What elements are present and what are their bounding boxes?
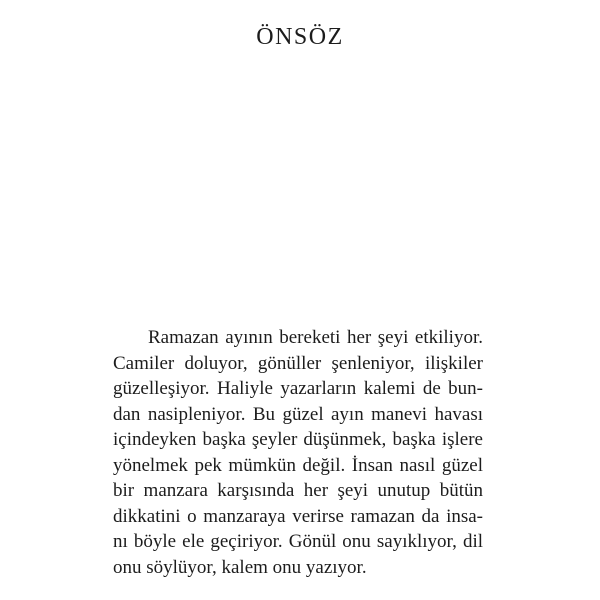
paragraph-line-9: nı böyle ele geçiriyor. Gönül onu sayıklıyor, dil [113,531,483,552]
paragraph-line-10: onu söylüyor, kalem onu yazıyor. [113,556,367,578]
paragraph-line-1: Ramazan ayının bereketi her şeyi etkiliyor. [148,327,483,348]
paragraph-line-4: dan nasipleniyor. Bu güzel ayın manevi havası [113,403,483,425]
chapter-title: ÖNSÖZ [256,24,344,50]
paragraph-line-5: içindeyken başka şeyler düşünmek, başka işlere [113,429,483,450]
paragraph-line-6: yönelmek pek mümkün değil. İnsan nasıl güzel [113,454,483,476]
paragraph-line-8: dikkatini o manzaraya verirse ramazan da insa- [113,505,483,527]
paragraph-line-2: Camiler doluyor, gönüller şenleniyor, ilişkiler [113,352,483,374]
preface-paragraph [113,325,483,580]
paragraph-line-3: güzelleşiyor. Haliyle yazarların kalemi de bun- [113,378,483,399]
paragraph-line-7: bir manzara karşısında her şeyi unutup bütün [113,480,483,501]
